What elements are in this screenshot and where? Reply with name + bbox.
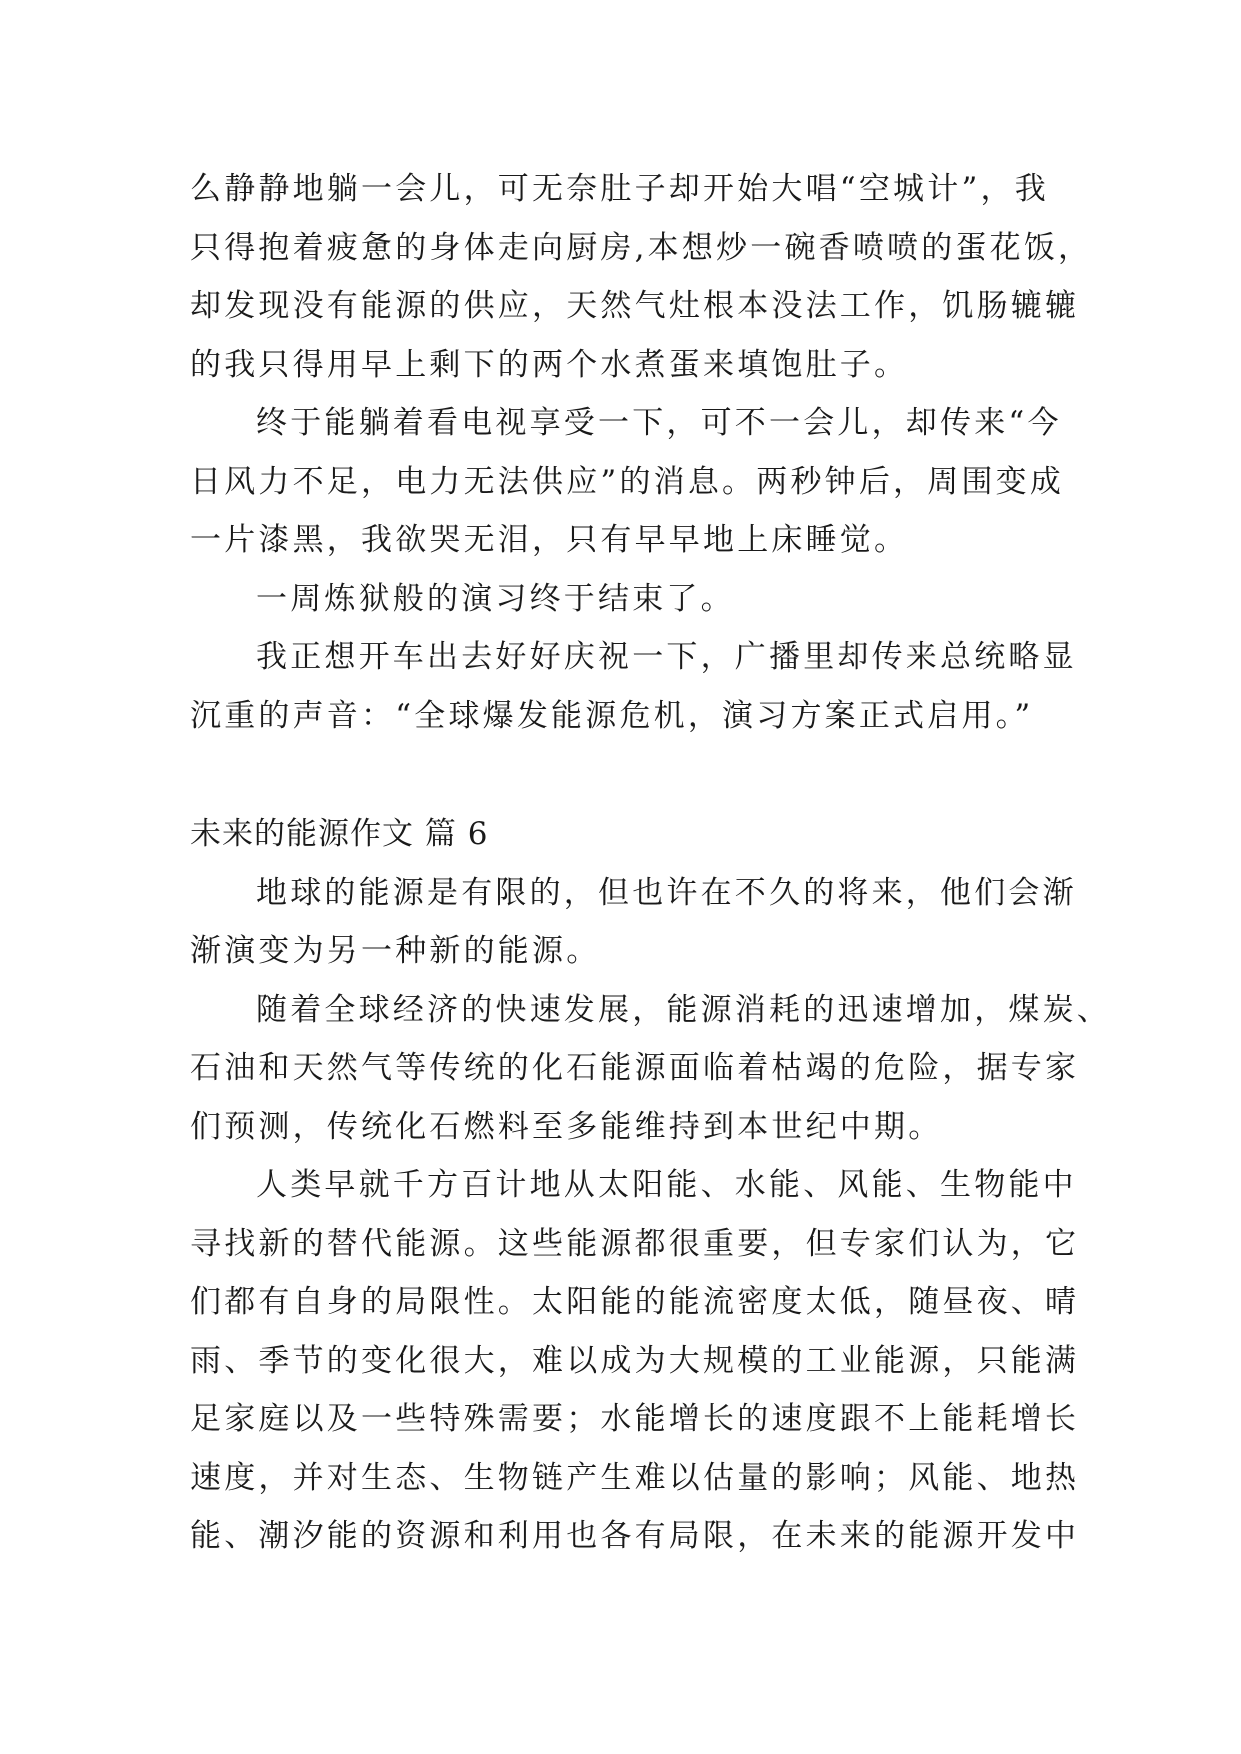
text-line: 石油和天然气等传统的化石能源面临着枯竭的危险，据专家 xyxy=(190,1050,1080,1086)
paragraph xyxy=(190,864,1090,981)
text-line: 能、潮汐能的资源和利用也各有局限，在未来的能源开发中 xyxy=(190,1518,1080,1554)
text-line: 们都有自身的局限性。太阳能的能流密度太低，随昼夜、晴 xyxy=(190,1284,1080,1320)
text-line: 一片漆黑，我欲哭无泪，只有早早地上床睡觉。 xyxy=(190,522,909,558)
text-line: 人类早就千方百计地从太阳能、水能、风能、生物能中 xyxy=(256,1167,1077,1203)
document-body xyxy=(190,160,1111,1566)
text-line: 速度，并对生态、生物链产生难以估量的影响；风能、地热 xyxy=(190,1459,1080,1496)
text-line: 地球的能源是有限的，但也许在不久的将来，他们会渐 xyxy=(256,874,1077,911)
text-line: 雨、季节的变化很大，难以成为大规模的工业能源，只能满 xyxy=(190,1342,1080,1379)
text-line: 么静静地躺一会儿，可无奈肚子却开始大唱“空城计”，我 xyxy=(190,171,1049,207)
text-line: 沉重的声音：“全球爆发能源危机，演习方案正式启用。” xyxy=(190,697,1034,734)
section-spacer xyxy=(190,745,1090,805)
text-line: 只得抱着疲惫的身体走向厨房,本想炒一碗香喷喷的蛋花饭， xyxy=(190,229,1093,266)
text-line: 们预测，传统化石燃料至多能维持到本世纪中期。 xyxy=(190,1108,943,1145)
text-line: 寻找新的替代能源。这些能源都很重要，但专家们认为，它 xyxy=(190,1225,1080,1262)
paragraph xyxy=(190,1156,1090,1566)
paragraph xyxy=(190,394,1090,570)
section-heading: 未来的能源作文 篇 6 xyxy=(190,816,489,852)
text-line: 终于能躺着看电视享受一下，可不一会儿，却传来“今 xyxy=(256,405,1062,441)
text-line: 却发现没有能源的供应，天然气灶根本没法工作，饥肠辘辘 xyxy=(190,288,1080,324)
paragraph xyxy=(190,628,1090,745)
text-line: 随着全球经济的快速发展，能源消耗的迅速增加，煤炭、 xyxy=(256,991,1111,1028)
text-line: 渐演变为另一种新的能源。 xyxy=(190,933,601,969)
text-line: 一周炼狱般的演习终于结束了。 xyxy=(256,580,735,617)
paragraph xyxy=(190,160,1093,394)
paragraph xyxy=(190,981,1111,1157)
paragraph xyxy=(190,570,1090,629)
text-line: 足家庭以及一些特殊需要；水能增长的速度跟不上能耗增长 xyxy=(190,1401,1080,1437)
text-line: 的我只得用早上剩下的两个水煮蛋来填饱肚子。 xyxy=(190,346,909,383)
text-line: 我正想开车出去好好庆祝一下，广播里却传来总统略显 xyxy=(256,639,1077,675)
text-line: 日风力不足，电力无法供应”的消息。两秒钟后，周围变成 xyxy=(190,463,1065,500)
